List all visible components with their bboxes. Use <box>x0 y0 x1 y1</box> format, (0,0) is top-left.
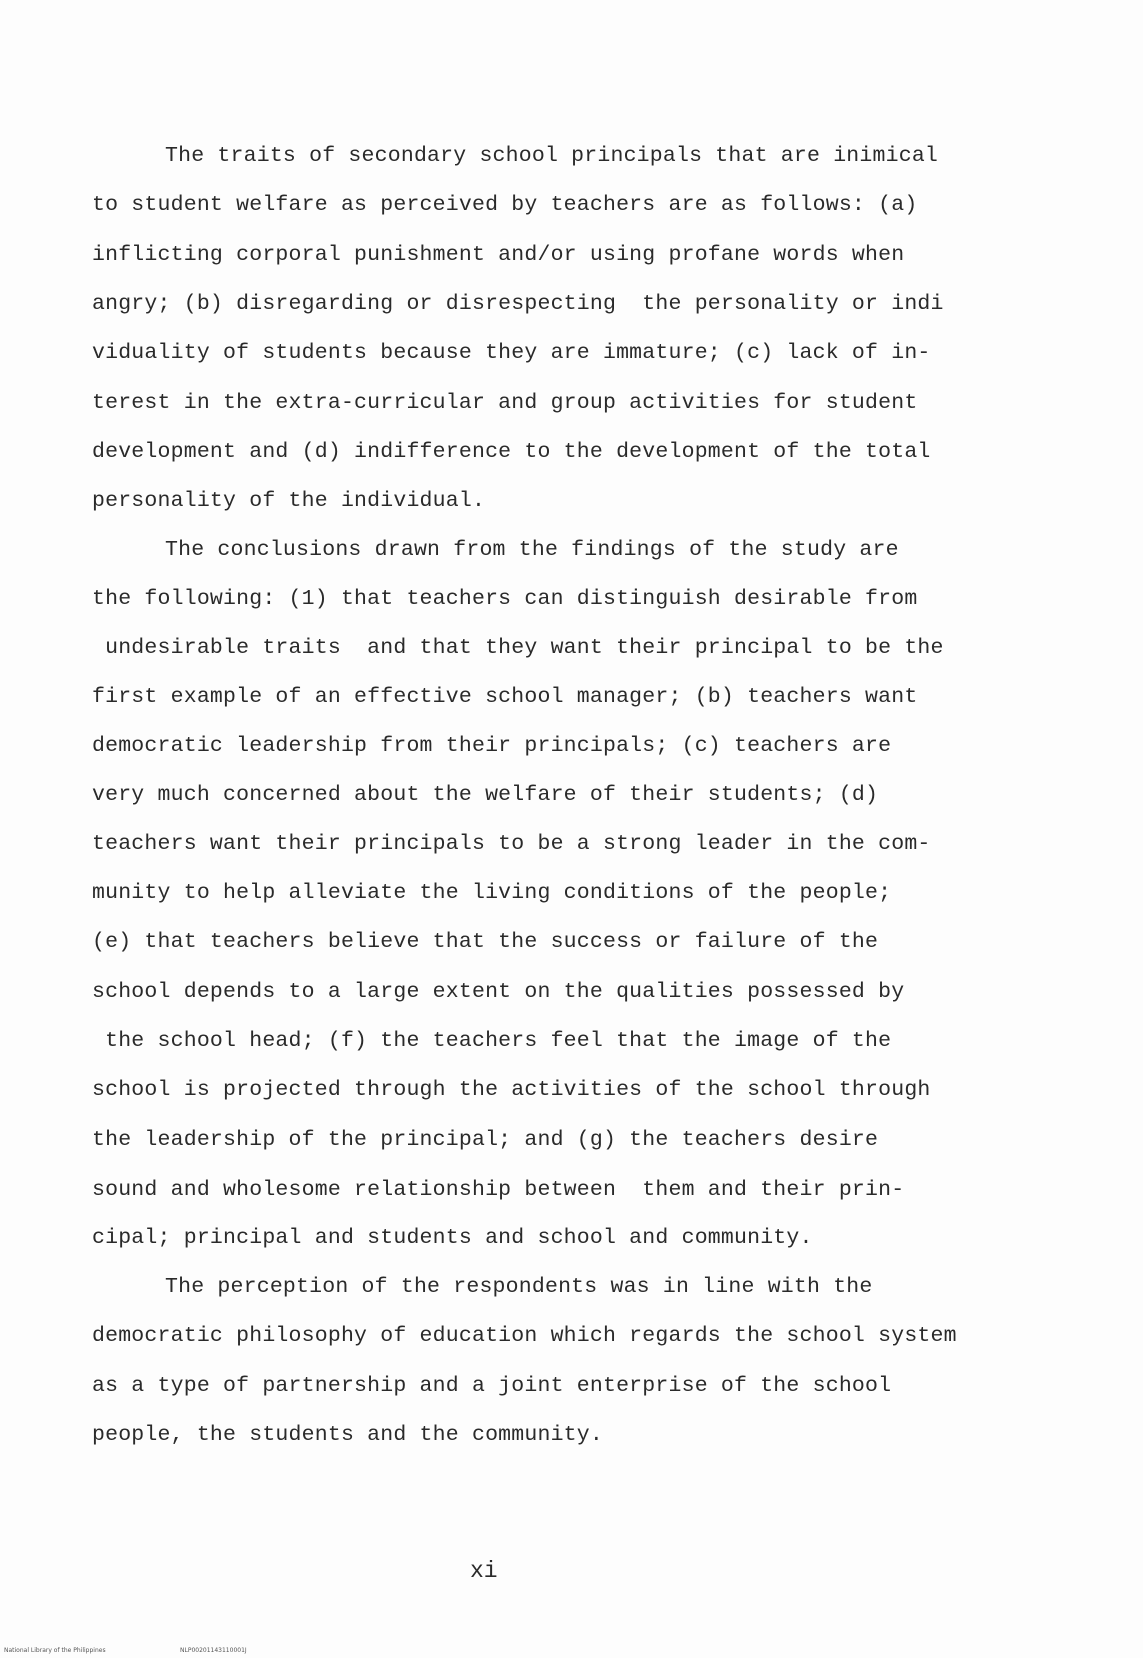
paragraph-2-line-6: very much concerned about the welfare of their students; (d) <box>92 783 879 807</box>
paragraph-3-line-1: The perception of the respondents was in line with the <box>165 1275 873 1299</box>
paragraph-2-line-3: undesirable traits and that they want their principal to be the <box>92 636 944 660</box>
paragraph-2-line-4: first example of an effective school manager; (b) teachers want <box>92 685 918 709</box>
paragraph-2-line-1: The conclusions drawn from the findings of the study are <box>165 538 899 562</box>
paragraph-3-line-4: people, the students and the community. <box>92 1423 603 1447</box>
footer-source: National Library of the Philippines <box>4 1647 106 1654</box>
paragraph-2-line-11: the school head; (f) the teachers feel that the image of the <box>92 1029 892 1053</box>
paragraph-2-line-8: munity to help alleviate the living conditions of the people; <box>92 881 892 905</box>
paragraph-2-line-15: cipal; principal and students and school and community. <box>92 1226 813 1250</box>
paragraph-3-line-3: as a type of partnership and a joint enterprise of the school <box>92 1374 892 1398</box>
paragraph-1-line-5: viduality of students because they are immature; (c) lack of in- <box>92 341 931 365</box>
paragraph-1-line-8: personality of the individual. <box>92 489 486 513</box>
paragraph-1-line-7: development and (d) indifference to the development of the total <box>92 440 931 464</box>
paragraph-2-line-7: teachers want their principals to be a strong leader in the com- <box>92 832 931 856</box>
paragraph-2-line-2: the following: (1) that teachers can distinguish desirable from <box>92 587 918 611</box>
paragraph-1-line-1: The traits of secondary school principals that are inimical <box>165 144 939 168</box>
paragraph-1-line-4: angry; (b) disregarding or disrespecting the personality or indi <box>92 292 944 316</box>
paragraph-1-line-3: inflicting corporal punishment and/or using profane words when <box>92 243 905 267</box>
paragraph-1-line-6: terest in the extra-curricular and group activities for student <box>92 391 918 415</box>
paragraph-2-line-14: sound and wholesome relationship between them and their prin- <box>92 1178 905 1202</box>
paragraph-2-line-9: (e) that teachers believe that the success or failure of the <box>92 930 879 954</box>
paragraph-1-line-2: to student welfare as perceived by teachers are as follows: (a) <box>92 193 918 217</box>
paragraph-2-line-13: the leadership of the principal; and (g) the teachers desire <box>92 1128 879 1152</box>
paragraph-3-line-2: democratic philosophy of education which regards the school system <box>92 1324 957 1348</box>
footer-id: NLP00201143110001J <box>180 1647 247 1654</box>
paragraph-2-line-12: school is projected through the activities of the school through <box>92 1078 931 1102</box>
page-number: xi <box>470 1558 498 1584</box>
paragraph-2-line-5: democratic leadership from their principals; (c) teachers are <box>92 734 892 758</box>
paragraph-2-line-10: school depends to a large extent on the qualities possessed by <box>92 980 905 1004</box>
